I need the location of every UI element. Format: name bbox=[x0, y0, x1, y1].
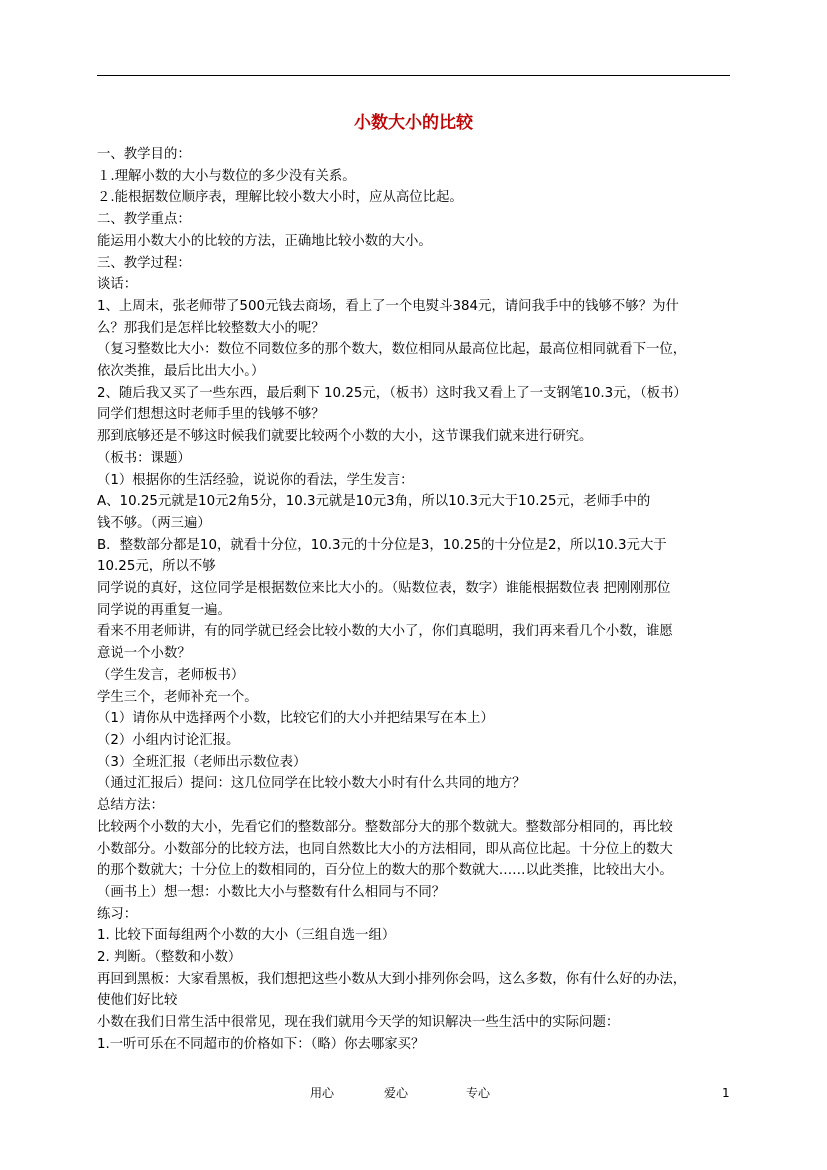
text-line: （画书上）想一想：小数比大小与整数有什么相同与不同？ bbox=[97, 884, 446, 900]
text-line: （2）小组内讨论汇报。 bbox=[97, 732, 240, 748]
text-line: 二、教学重点： bbox=[97, 212, 191, 228]
text-line: 三、教学过程： bbox=[97, 255, 191, 271]
text-line: 小数在我们日常生活中很常见，现在我们就用今天学的知识解决一些生活中的实际问题： bbox=[97, 1015, 620, 1031]
text-line: 小数部分。小数部分的比较方法，也同自然数比大小的方法相同，即从高位比起。十分位上的数大 bbox=[97, 841, 673, 857]
text-line: 谈话： bbox=[97, 277, 138, 293]
text-line: （学生发言，老师板书） bbox=[97, 667, 245, 683]
text-line: 2. 判断。（整数和小数） bbox=[97, 950, 242, 966]
text-line: 同学说的真好，这位同学是根据数位来比大小的。（贴数位表，数字）谁能根据数位表 把刚刚那位 bbox=[97, 581, 671, 597]
text-line: A、10.25元就是10元2角5分，10.3元就是10元3角，所以10.3元大于10.25元，老师手中的 bbox=[97, 494, 651, 510]
text-line: 1、上周末，张老师带了500元钱去商场，看上了一个电熨斗384元，请问我手中的钱够不够？为什 bbox=[97, 298, 679, 314]
text-line: 同学说的再重复一遍。 bbox=[97, 602, 231, 618]
text-line: 一、教学目的： bbox=[97, 147, 191, 162]
text-line: 的那个数就大；十分位上的数相同的，百分位上的数大的那个数就大……以此类推，比较出大小。 bbox=[97, 863, 673, 879]
text-line: 依次类推，最后比出大小。） bbox=[97, 364, 265, 380]
text-line: １.理解小数的大小与数位的多少没有关系。 bbox=[97, 168, 356, 184]
document-title: 小数大小的比较 bbox=[354, 113, 473, 133]
text-line: B．整数部分都是10，就看十分位，10.3元的十分位是3，10.25的十分位是2，所以10.3元大于 bbox=[97, 537, 667, 553]
text-line: 2、随后我又买了一些东西，最后剩下 10.25元，（板书）这时我又看上了一支钢笔10.3元，（板书） bbox=[97, 385, 687, 401]
text-line: 同学们想想这时老师手里的钱够不够？ bbox=[97, 407, 325, 423]
text-line: 1.一听可乐在不同超市的价格如下：（略）你去哪家买？ bbox=[97, 1036, 425, 1052]
page-number: 1 bbox=[722, 1086, 730, 1100]
text-line: 比较两个小数的大小，先看它们的整数部分。整数部分大的那个数就大。整数部分相同的，再比较 bbox=[97, 819, 673, 835]
document-body bbox=[97, 144, 733, 1056]
text-line: 钱不够。（两三遍） bbox=[97, 515, 211, 531]
footer-item-zhuanxin: 专心 bbox=[466, 1086, 491, 1100]
text-line: 总结方法： bbox=[97, 798, 164, 814]
text-line: （通过汇报后）提问：这几位同学在比较小数大小时有什么共同的地方？ bbox=[97, 776, 526, 792]
text-line: 能运用小数大小的比较的方法，正确地比较小数的大小。 bbox=[97, 233, 432, 249]
text-line: （1）根据你的生活经验，说说你的看法，学生发言： bbox=[97, 472, 414, 488]
text-line: （复习整数比大小：数位不同数位多的那个数大，数位相同从最高位比起，最高位相同就看下一位， bbox=[97, 342, 687, 358]
text-line: 再回到黑板：大家看黑板，我们想把这些小数从大到小排列你会吗，这么多数，你有什么好的办法， bbox=[97, 971, 687, 987]
text-line: 10.25元，所以不够 bbox=[97, 559, 216, 575]
text-line: 看来不用老师讲，有的同学就已经会比较小数的大小了，你们真聪明，我们再来看几个小数，谁愿 bbox=[97, 624, 673, 640]
text-line: 使他们好比较 bbox=[97, 993, 178, 1009]
text-line: （板书：课题） bbox=[97, 450, 191, 466]
text-line: （3）全班汇报（老师出示数位表） bbox=[97, 754, 307, 770]
text-line: 练习： bbox=[97, 906, 138, 922]
text-line: 1. 比较下面每组两个小数的大小（三组自选一组） bbox=[97, 928, 396, 944]
text-line: 意说一个小数？ bbox=[97, 646, 191, 662]
text-line: 那到底够还是不够这时候我们就要比较两个小数的大小，这节课我们就来进行研究。 bbox=[97, 429, 593, 445]
header-rule bbox=[97, 75, 730, 76]
text-line: （1）请你从中选择两个小数，比较它们的大小并把结果写在本上） bbox=[97, 711, 494, 727]
text-line: 学生三个，老师补充一个。 bbox=[97, 689, 258, 705]
footer-item-aixin: 爱心 bbox=[384, 1086, 409, 1100]
text-line: ２.能根据数位顺序表，理解比较小数大小时，应从高位比起。 bbox=[97, 190, 463, 206]
text-line: 么？那我们是怎样比较整数大小的呢？ bbox=[97, 320, 325, 336]
footer-item-yongxin: 用心 bbox=[310, 1086, 335, 1100]
